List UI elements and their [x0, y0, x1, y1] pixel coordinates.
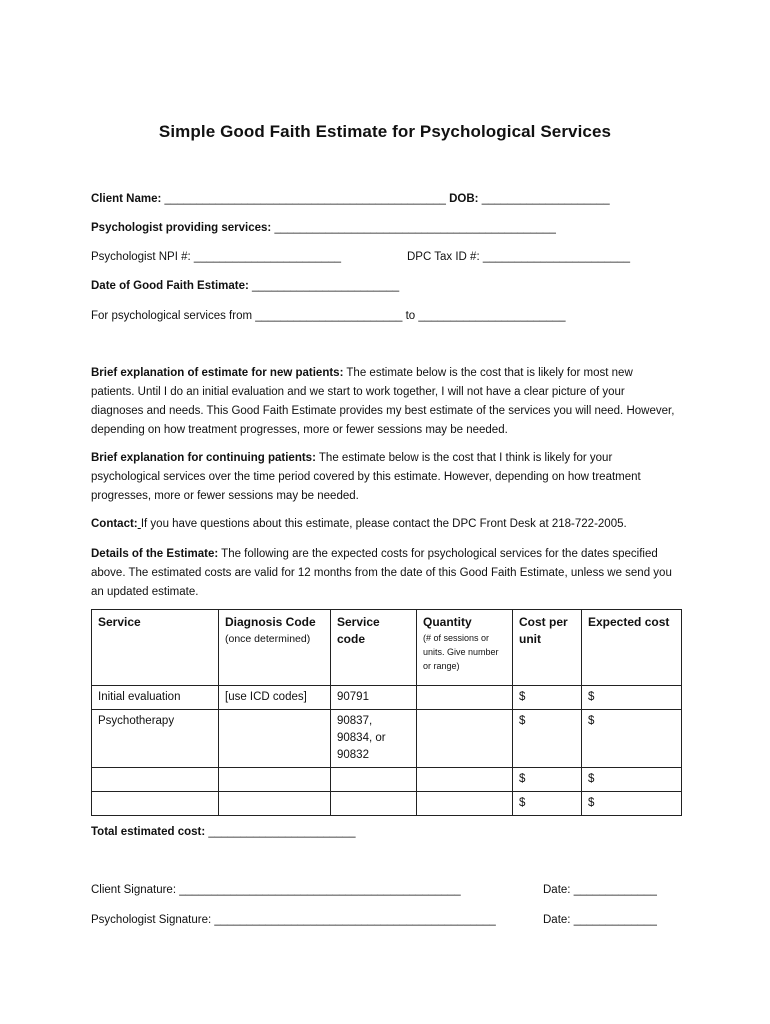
cell-service-code[interactable]: 90837, 90834, or 90832: [331, 710, 417, 768]
cell-expected[interactable]: $: [582, 686, 682, 710]
table-header-row: [92, 610, 682, 686]
cell-diagnosis[interactable]: [219, 710, 331, 768]
cell-cost[interactable]: $: [513, 686, 582, 710]
service-period-label: For psychological services from: [91, 310, 253, 322]
client-name-row: [91, 191, 610, 207]
continuing-patients-heading: Brief explanation for continuing patients:: [91, 452, 316, 464]
psychologist-signature-label: Psychologist Signature:: [91, 914, 212, 926]
cell-cost[interactable]: $: [513, 792, 582, 816]
cell-service[interactable]: Psychotherapy: [92, 710, 219, 768]
psychologist-field[interactable]: ____________________________________________: [274, 222, 556, 234]
tax-id-row: [407, 249, 630, 265]
client-signature-field[interactable]: ____________________________________________: [179, 884, 461, 896]
col-diagnosis-sub: (once determined): [225, 633, 311, 645]
npi-label: Psychologist NPI #:: [91, 251, 191, 263]
cell-expected[interactable]: $: [582, 792, 682, 816]
cell-cost[interactable]: $: [513, 768, 582, 792]
cell-service-code[interactable]: [331, 792, 417, 816]
cell-quantity[interactable]: [417, 792, 513, 816]
col-service-code: Service code: [331, 610, 417, 686]
cell-diagnosis[interactable]: [219, 792, 331, 816]
psychologist-label: Psychologist providing services:: [91, 222, 272, 234]
cell-service-code[interactable]: [331, 768, 417, 792]
cell-cost[interactable]: $: [513, 710, 582, 768]
cell-diagnosis[interactable]: [219, 768, 331, 792]
col-service: Service: [92, 610, 219, 686]
new-patients-text: The estimate below is the cost that is likely for most new patients. Until I do an initial evaluation and we start to work together, I will not have a clear picture of your diagnoses and needs. This Good Faith Estimate provides my best estimate of the services you will need. However, depending on how treatment progresses, more or fewer sessions may be needed.: [91, 367, 675, 436]
col-quantity-sub: (# of sessions or units. Give number or range): [423, 633, 499, 671]
contact-text: If you have questions about this estimate, please contact the DPC Front Desk at 218-722-2005.: [140, 518, 627, 530]
client-signature-label: Client Signature:: [91, 884, 177, 896]
cell-service[interactable]: Initial evaluation: [92, 686, 219, 710]
cell-expected[interactable]: $: [582, 710, 682, 768]
page-title: Simple Good Faith Estimate for Psychological Services: [158, 122, 612, 141]
contact-paragraph: [91, 515, 676, 534]
client-date-row: [543, 882, 657, 898]
service-from-field[interactable]: _______________________: [255, 310, 403, 322]
total-row: [91, 824, 355, 840]
psychologist-date-label: Date:: [543, 914, 571, 926]
col-cost-per-unit: Cost per unit: [513, 610, 582, 686]
col-expected-cost: Expected cost: [582, 610, 682, 686]
cell-quantity[interactable]: [417, 686, 513, 710]
table-row: [92, 686, 682, 710]
psychologist-signature-row: [91, 912, 496, 928]
new-patients-heading: Brief explanation of estimate for new patients:: [91, 367, 344, 379]
continuing-patients-text: The estimate below is the cost that I think is likely for your psychological services over the time period covered by this estimate. However, depending on how treatment progresses, more or fewer sessions may be needed.: [91, 452, 641, 502]
cell-quantity[interactable]: [417, 768, 513, 792]
col-diagnosis: Diagnosis Code (once determined): [219, 610, 331, 686]
client-signature-row: [91, 882, 461, 898]
estimate-date-label: Date of Good Faith Estimate:: [91, 280, 249, 292]
service-to-label: to: [405, 310, 416, 322]
details-paragraph: [91, 545, 676, 602]
client-date-label: Date:: [543, 884, 571, 896]
client-date-field[interactable]: _____________: [573, 884, 657, 896]
psychologist-row: [91, 220, 556, 236]
estimate-date-field[interactable]: _______________________: [252, 280, 400, 292]
estimate-date-row: [91, 278, 399, 294]
estimate-table: [91, 609, 682, 816]
cell-quantity[interactable]: [417, 710, 513, 768]
dob-field[interactable]: ____________________: [481, 193, 610, 205]
continuing-patients-paragraph: [91, 449, 676, 506]
client-name-field[interactable]: ____________________________________________: [164, 193, 446, 205]
client-name-label: Client Name:: [91, 193, 162, 205]
cell-service-code[interactable]: 90791: [331, 686, 417, 710]
new-patients-paragraph: [91, 364, 676, 440]
psychologist-date-row: [543, 912, 657, 928]
col-quantity: Quantity (# of sessions or units. Give number or range): [417, 610, 513, 686]
table-row: [92, 768, 682, 792]
cell-service[interactable]: [92, 768, 219, 792]
cell-expected[interactable]: $: [582, 768, 682, 792]
psychologist-date-field[interactable]: _____________: [573, 914, 657, 926]
cell-diagnosis[interactable]: [use ICD codes]: [219, 686, 331, 710]
contact-heading: Contact:: [91, 518, 138, 530]
psychologist-signature-field[interactable]: ____________________________________________: [214, 914, 496, 926]
dob-label: DOB:: [449, 193, 479, 205]
cell-service[interactable]: [92, 792, 219, 816]
tax-id-field[interactable]: _______________________: [482, 251, 630, 263]
total-label: Total estimated cost:: [91, 826, 206, 838]
table-row: [92, 792, 682, 816]
npi-row: [91, 249, 341, 265]
service-period-row: [91, 308, 565, 324]
npi-field[interactable]: _______________________: [193, 251, 342, 263]
total-field[interactable]: _______________________: [208, 826, 356, 838]
table-row: [92, 710, 682, 768]
service-to-field[interactable]: _______________________: [418, 310, 566, 322]
details-text: The following are the expected costs for psychological services for the dates specified above. The estimated costs are valid for 12 months from the date of this Good Faith Estimate, unless we send you an updated estimate.: [91, 548, 672, 598]
details-heading: Details of the Estimate:: [91, 548, 219, 560]
tax-id-label: DPC Tax ID #:: [407, 251, 480, 263]
